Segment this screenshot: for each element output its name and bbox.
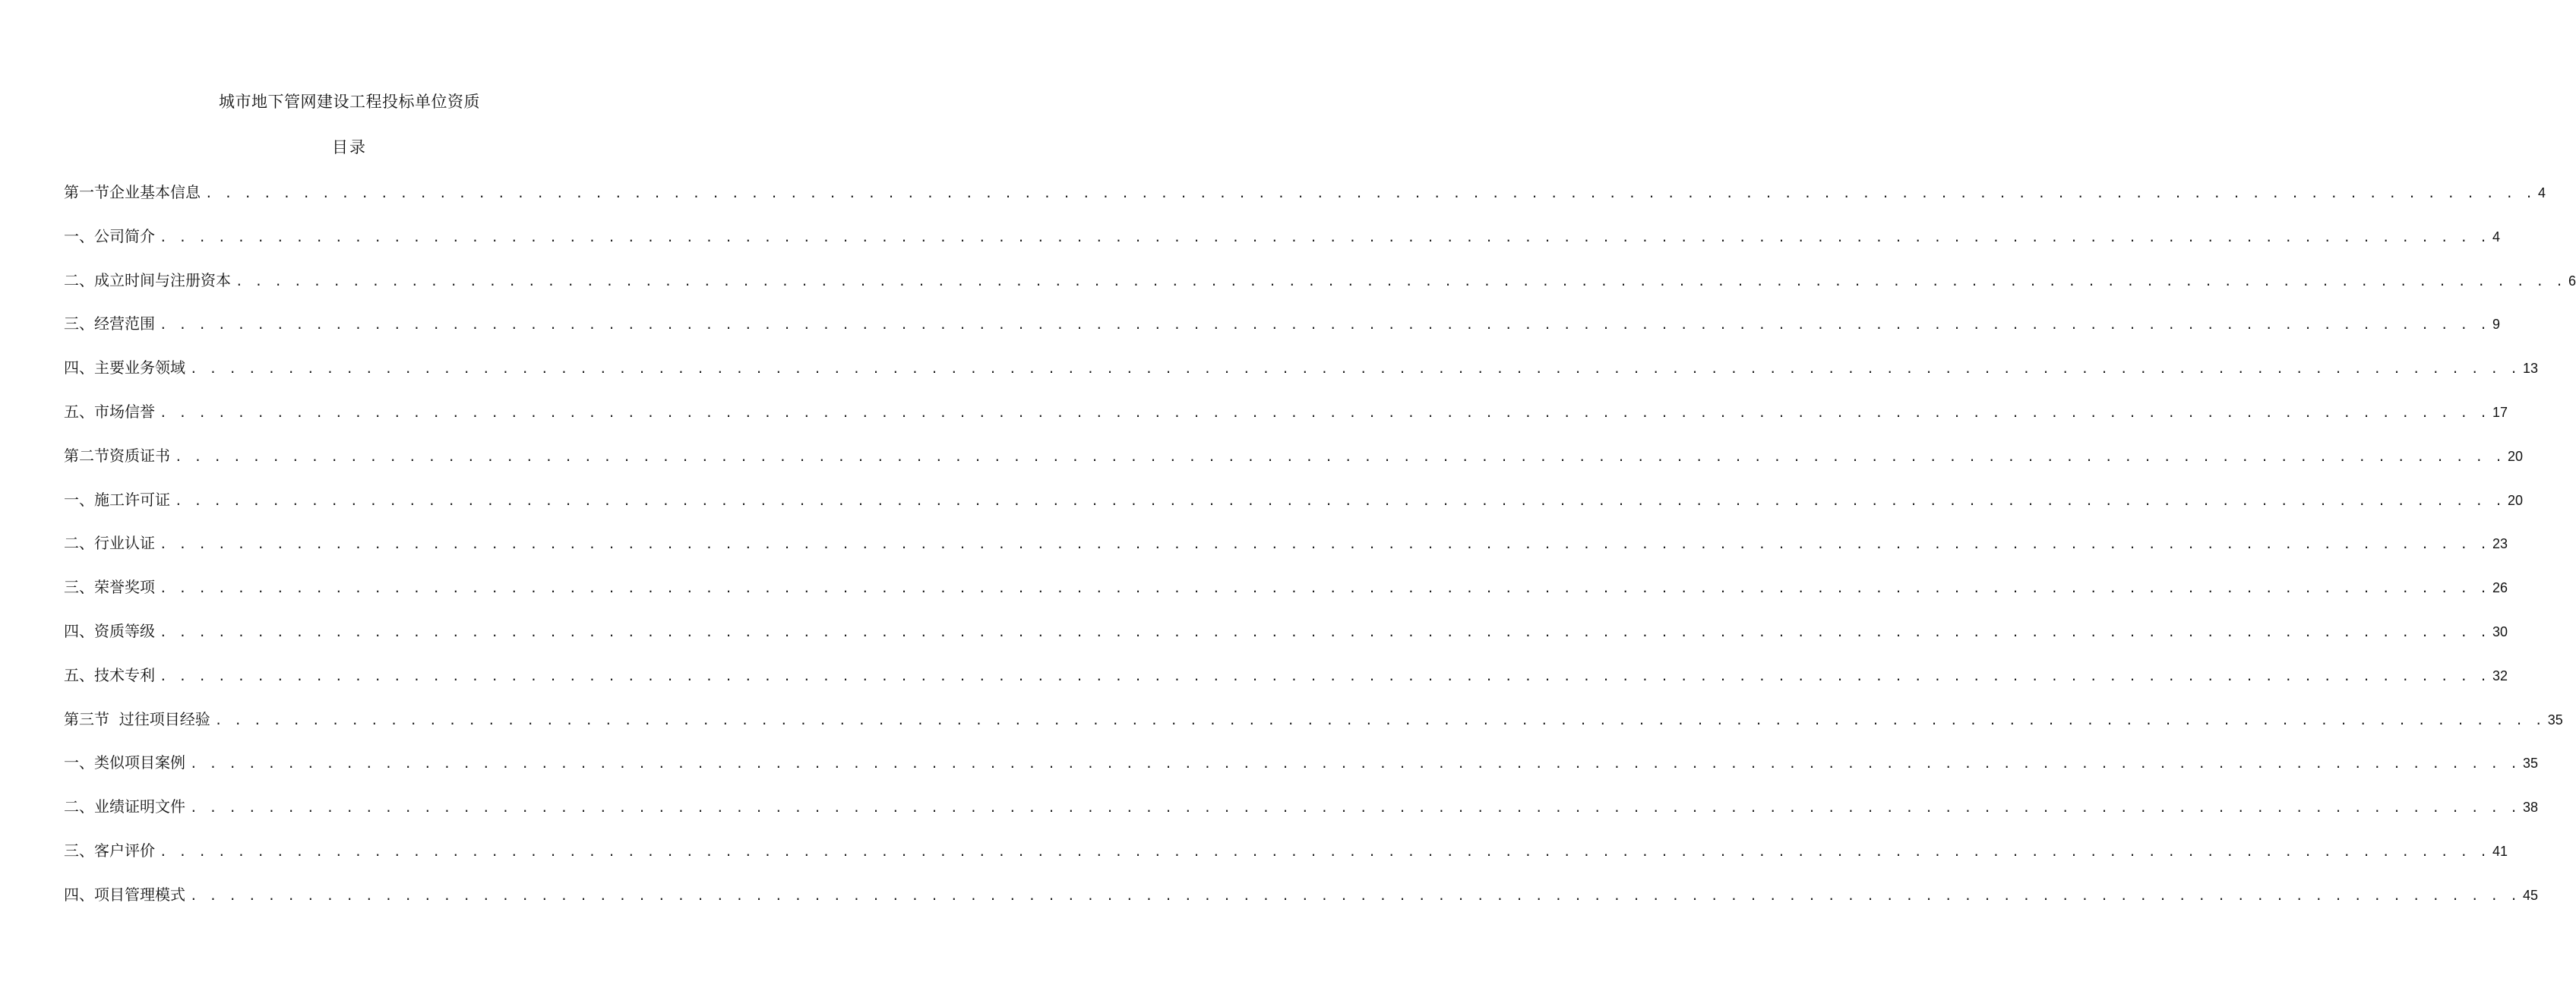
- toc-entry-page-number: 41: [2492, 843, 2508, 859]
- toc-entry[interactable]: [64, 443, 2524, 488]
- toc-entry[interactable]: [64, 180, 2546, 224]
- toc-entry-page-number: 35: [2547, 712, 2563, 728]
- document-title: 城市地下管网建设工程投标单位资质: [219, 93, 480, 111]
- toc-entry-page-number: 38: [2523, 800, 2539, 816]
- toc-dot-leader: . . . . . . . . . . . . . . . . . . . . . . . . . . . . . . . . . . . . . . . . . . . . . . . . . . . . . . . . . . . . . . . . . . . . . . . . . . . . . . . . . . . . . . . . . . . . . . . . . . . . . . . . . . . . . . . . . . . . . . . .: [160, 537, 2490, 552]
- toc-entry-page-number: 13: [2523, 361, 2539, 377]
- toc-entry-label: 四、项目管理模式: [64, 885, 185, 904]
- toc-entry-page-number: 9: [2492, 317, 2501, 333]
- toc-entry-label: 二、业绩证明文件: [64, 797, 185, 816]
- toc-entry-label: 一、类似项目案例: [64, 753, 185, 772]
- toc-entry[interactable]: [64, 311, 2501, 355]
- toc-dot-leader: . . . . . . . . . . . . . . . . . . . . . . . . . . . . . . . . . . . . . . . . . . . . . . . . . . . . . . . . . . . . . . . . . . . . . . . . . . . . . . . . . . . . . . . . . . . . . . . . . . . . . . . . . . . . . . . . . . . . . . . .: [175, 493, 2505, 508]
- toc-entry[interactable]: [64, 750, 2539, 794]
- toc-dot-leader: . . . . . . . . . . . . . . . . . . . . . . . . . . . . . . . . . . . . . . . . . . . . . . . . . . . . . . . . . . . . . . . . . . . . . . . . . . . . . . . . . . . . . . . . . . . . . . . . . . . . . . . . . . . . . . . . . . . . . . . .: [214, 712, 2545, 728]
- toc-entry[interactable]: [64, 224, 2501, 268]
- toc-entry-label: 四、资质等级: [64, 621, 155, 640]
- toc-entry-label: 第二节资质证书: [64, 446, 170, 465]
- toc-entry[interactable]: [64, 355, 2539, 399]
- toc-entry-label: 三、经营范围: [64, 314, 155, 333]
- toc-entry[interactable]: [64, 838, 2508, 882]
- toc-entry-label: 第一节企业基本信息: [64, 183, 201, 201]
- toc-dot-leader: . . . . . . . . . . . . . . . . . . . . . . . . . . . . . . . . . . . . . . . . . . . . . . . . . . . . . . . . . . . . . . . . . . . . . . . . . . . . . . . . . . . . . . . . . . . . . . . . . . . . . . . . . . . . . . . . . . . . . . . .: [160, 317, 2490, 333]
- toc-dot-leader: . . . . . . . . . . . . . . . . . . . . . . . . . . . . . . . . . . . . . . . . . . . . . . . . . . . . . . . . . . . . . . . . . . . . . . . . . . . . . . . . . . . . . . . . . . . . . . . . . . . . . . . . . . . . . . . . . . . . . . . .: [190, 800, 2521, 816]
- toc-entry-page-number: 26: [2492, 580, 2508, 596]
- toc-entry-label: 第三节 过往项目经验: [64, 709, 210, 728]
- toc-entry-page-number: 32: [2492, 668, 2508, 683]
- toc-entry[interactable]: [64, 707, 2563, 751]
- toc-dot-leader: . . . . . . . . . . . . . . . . . . . . . . . . . . . . . . . . . . . . . . . . . . . . . . . . . . . . . . . . . . . . . . . . . . . . . . . . . . . . . . . . . . . . . . . . . . . . . . . . . . . . . . . . . . . . . . . . . . . . . . . .: [190, 361, 2521, 377]
- toc-entry-label: 二、行业认证: [64, 534, 155, 553]
- toc-entry[interactable]: [64, 268, 2576, 312]
- toc-dot-leader: . . . . . . . . . . . . . . . . . . . . . . . . . . . . . . . . . . . . . . . . . . . . . . . . . . . . . . . . . . . . . . . . . . . . . . . . . . . . . . . . . . . . . . . . . . . . . . . . . . . . . . . . . . . . . . . . . . . . . . . .: [175, 449, 2505, 464]
- toc-entry-page-number: 45: [2523, 887, 2539, 903]
- toc-dot-leader: . . . . . . . . . . . . . . . . . . . . . . . . . . . . . . . . . . . . . . . . . . . . . . . . . . . . . . . . . . . . . . . . . . . . . . . . . . . . . . . . . . . . . . . . . . . . . . . . . . . . . . . . . . . . . . . . . . . . . . . .: [235, 273, 2566, 289]
- toc-entry[interactable]: [64, 882, 2539, 926]
- toc-entry-page-number: 17: [2492, 404, 2508, 420]
- toc-entry[interactable]: [64, 663, 2508, 707]
- toc-entry[interactable]: [64, 619, 2508, 663]
- toc-entry-label: 三、荣誉奖项: [64, 578, 155, 597]
- toc-entry-page-number: 30: [2492, 623, 2508, 639]
- table-of-contents: [64, 180, 2576, 926]
- toc-dot-leader: . . . . . . . . . . . . . . . . . . . . . . . . . . . . . . . . . . . . . . . . . . . . . . . . . . . . . . . . . . . . . . . . . . . . . . . . . . . . . . . . . . . . . . . . . . . . . . . . . . . . . . . . . . . . . . . . . . . . . . . .: [160, 844, 2490, 859]
- toc-entry-label: 四、主要业务领域: [64, 358, 185, 377]
- toc-entry-label: 五、技术专利: [64, 665, 155, 684]
- toc-entry-label: 三、客户评价: [64, 841, 155, 860]
- toc-dot-leader: . . . . . . . . . . . . . . . . . . . . . . . . . . . . . . . . . . . . . . . . . . . . . . . . . . . . . . . . . . . . . . . . . . . . . . . . . . . . . . . . . . . . . . . . . . . . . . . . . . . . . . . . . . . . . . . . . . . . . . . .: [205, 186, 2536, 200]
- toc-entry-label: 一、公司简介: [64, 226, 155, 245]
- toc-dot-leader: . . . . . . . . . . . . . . . . . . . . . . . . . . . . . . . . . . . . . . . . . . . . . . . . . . . . . . . . . . . . . . . . . . . . . . . . . . . . . . . . . . . . . . . . . . . . . . . . . . . . . . . . . . . . . . . . . . . . . . . .: [160, 581, 2490, 596]
- toc-entry-page-number: 35: [2523, 756, 2539, 772]
- toc-entry-label: 二、成立时间与注册资本: [64, 270, 231, 289]
- toc-entry[interactable]: [64, 575, 2508, 619]
- toc-dot-leader: . . . . . . . . . . . . . . . . . . . . . . . . . . . . . . . . . . . . . . . . . . . . . . . . . . . . . . . . . . . . . . . . . . . . . . . . . . . . . . . . . . . . . . . . . . . . . . . . . . . . . . . . . . . . . . . . . . . . . . . .: [160, 405, 2490, 420]
- toc-entry-page-number: 20: [2508, 448, 2524, 464]
- toc-dot-leader: . . . . . . . . . . . . . . . . . . . . . . . . . . . . . . . . . . . . . . . . . . . . . . . . . . . . . . . . . . . . . . . . . . . . . . . . . . . . . . . . . . . . . . . . . . . . . . . . . . . . . . . . . . . . . . . . . . . . . . . .: [190, 888, 2521, 903]
- toc-entry[interactable]: [64, 794, 2539, 838]
- toc-entry-label: 一、施工许可证: [64, 490, 170, 509]
- toc-entry-page-number: 4: [2538, 185, 2546, 200]
- toc-entry[interactable]: [64, 488, 2524, 532]
- toc-entry-label: 五、市场信誉: [64, 402, 155, 421]
- toc-entry-page-number: 20: [2508, 492, 2524, 508]
- toc-entry[interactable]: [64, 399, 2508, 443]
- toc-entry[interactable]: [64, 531, 2508, 575]
- toc-heading: 目录: [332, 138, 367, 156]
- toc-entry-page-number: 6: [2568, 273, 2576, 289]
- toc-dot-leader: . . . . . . . . . . . . . . . . . . . . . . . . . . . . . . . . . . . . . . . . . . . . . . . . . . . . . . . . . . . . . . . . . . . . . . . . . . . . . . . . . . . . . . . . . . . . . . . . . . . . . . . . . . . . . . . . . . . . . . . .: [160, 229, 2490, 245]
- toc-dot-leader: . . . . . . . . . . . . . . . . . . . . . . . . . . . . . . . . . . . . . . . . . . . . . . . . . . . . . . . . . . . . . . . . . . . . . . . . . . . . . . . . . . . . . . . . . . . . . . . . . . . . . . . . . . . . . . . . . . . . . . . .: [190, 756, 2521, 772]
- toc-entry-page-number: 4: [2492, 229, 2501, 245]
- toc-dot-leader: . . . . . . . . . . . . . . . . . . . . . . . . . . . . . . . . . . . . . . . . . . . . . . . . . . . . . . . . . . . . . . . . . . . . . . . . . . . . . . . . . . . . . . . . . . . . . . . . . . . . . . . . . . . . . . . . . . . . . . . .: [160, 668, 2490, 683]
- toc-entry-page-number: 23: [2492, 536, 2508, 552]
- toc-dot-leader: . . . . . . . . . . . . . . . . . . . . . . . . . . . . . . . . . . . . . . . . . . . . . . . . . . . . . . . . . . . . . . . . . . . . . . . . . . . . . . . . . . . . . . . . . . . . . . . . . . . . . . . . . . . . . . . . . . . . . . . .: [160, 624, 2490, 639]
